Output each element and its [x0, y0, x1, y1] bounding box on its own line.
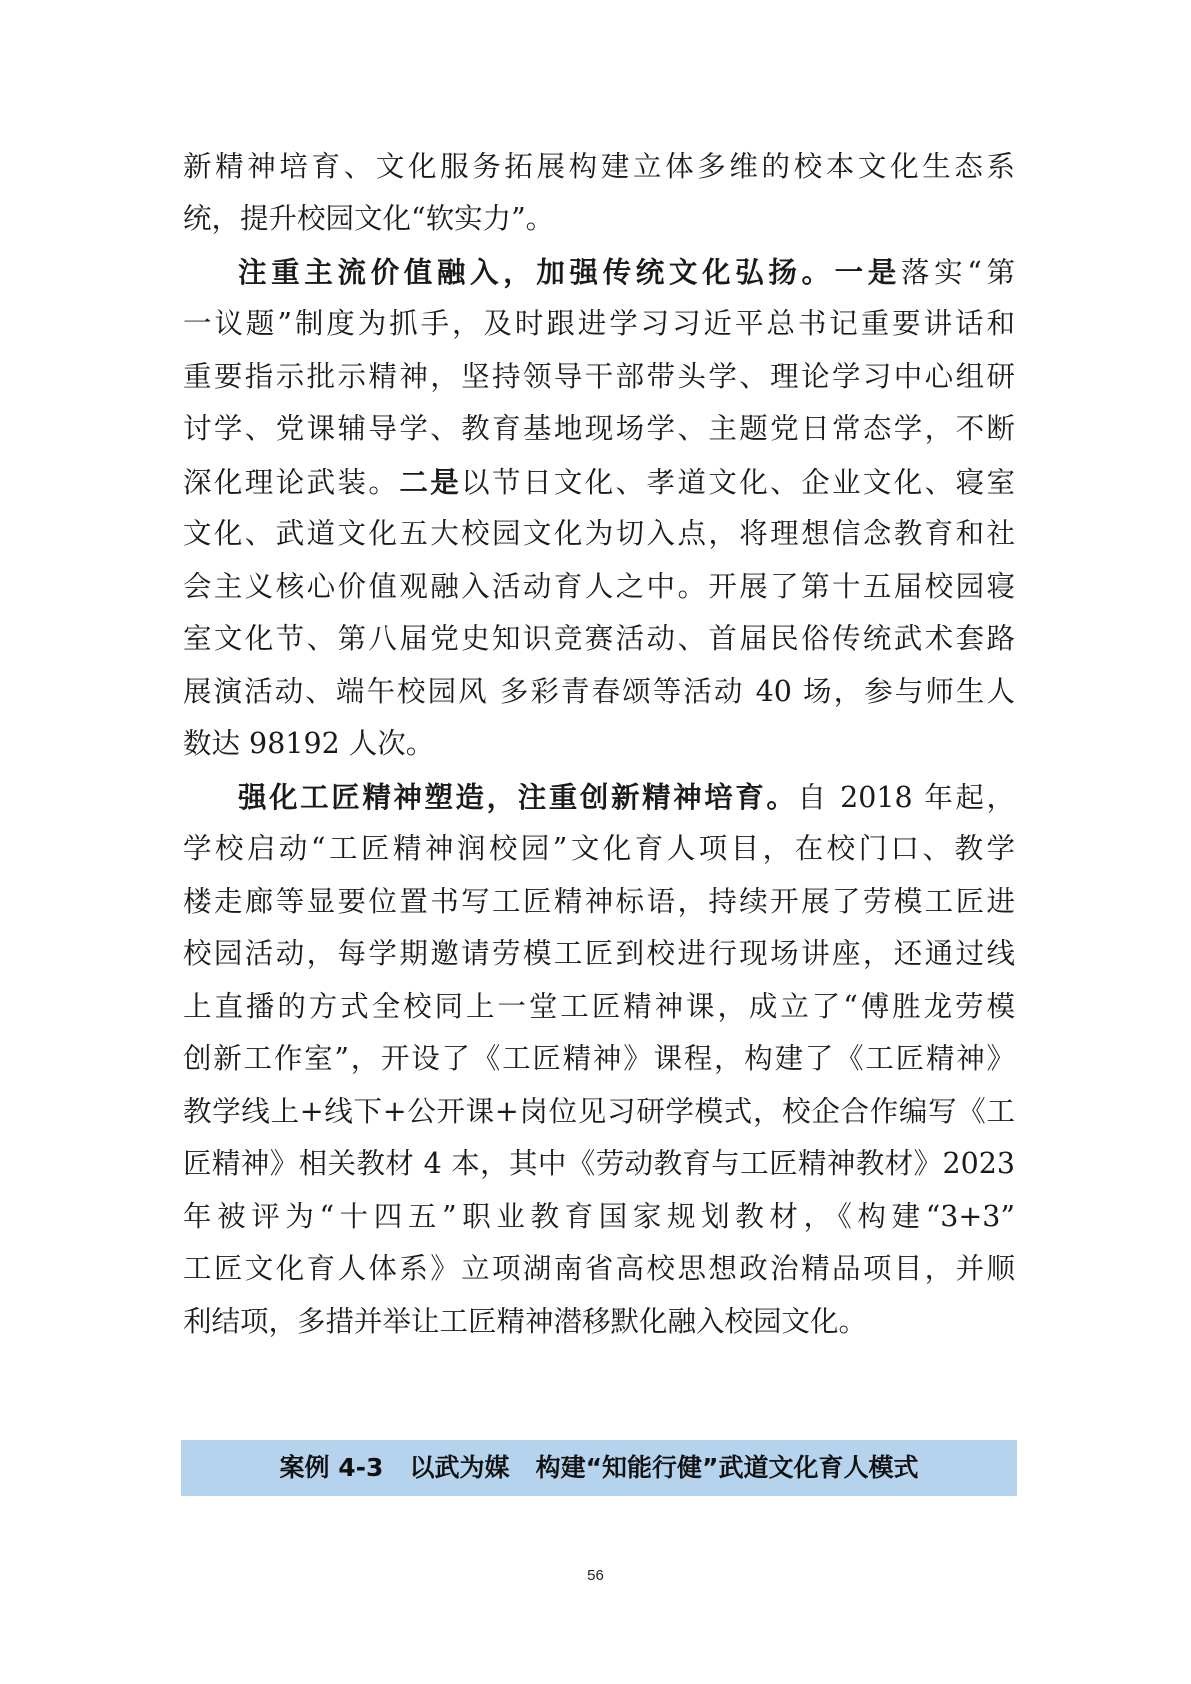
paragraph-line: 统，提升校园文化“软实力”。 — [183, 202, 555, 235]
paragraph-line: 讨学、党课辅导学、教育基地现场学、主题党日常态学，不断 — [183, 412, 1015, 445]
paragraph-line: 文化、武道文化五大校园文化为切入点，将理想信念教育和社 — [183, 517, 1015, 550]
paragraph-line: 利结项，多措并举让工匠精神潜移默化融入校园文化。 — [183, 1305, 868, 1338]
paragraph-heading: 注重主流价值融入，加强传统文化弘扬。 — [238, 255, 835, 289]
paragraph-line: 重要指示批示精神，坚持领导干部带头学、理论学习中心组研 — [183, 360, 1015, 393]
paragraph-line: 会主义核心价值观融入活动育人之中。开展了第十五届校园寝 — [183, 570, 1015, 603]
paragraph-line: 楼走廊等显要位置书写工匠精神标语，持续开展了劳模工匠进 — [183, 885, 1015, 918]
paragraph-line: 强化工匠精神塑造，注重创新精神培育。自 2018 年起， — [238, 780, 1015, 814]
page-number: 56 — [587, 1567, 604, 1584]
paragraph-line: 教学线上+线下+公开课+岗位见习研学模式，校企合作编写《工 — [183, 1095, 1015, 1128]
enumeration-marker: 一是 — [834, 255, 901, 289]
paragraph-line: 年被评为“十四五”职业教育国家规划教材，《构建“3+3” — [183, 1200, 1015, 1233]
case-title-box — [181, 1440, 1017, 1496]
paragraph-line: 匠精神》相关教材 4 本，其中《劳动教育与工匠精神教材》2023 — [183, 1147, 1015, 1180]
paragraph-line: 展演活动、端午校园风 多彩青春颂等活动 40 场，参与师生人 — [183, 675, 1015, 708]
paragraph-line: 上直播的方式全校同上一堂工匠精神课，成立了“傅胜龙劳模 — [183, 990, 1015, 1023]
paragraph-line: 创新工作室”，开设了《工匠精神》课程，构建了《工匠精神》 — [183, 1042, 1015, 1075]
paragraph-line: 一议题”制度为抓手，及时跟进学习习近平总书记重要讲话和 — [183, 307, 1015, 340]
paragraph-line: 注重主流价值融入，加强传统文化弘扬。一是落实“第 — [238, 255, 1015, 289]
paragraph-heading: 强化工匠精神塑造，注重创新精神培育。 — [238, 780, 798, 814]
paragraph-line: 新精神培育、文化服务拓展构建立体多维的校本文化生态系 — [183, 150, 1015, 183]
paragraph-line: 数达 98192 人次。 — [183, 727, 435, 760]
enumeration-marker: 二是 — [399, 465, 462, 499]
case-title: 案例 4-3 以武为媒 构建“知能行健”武道文化育人模式 — [279, 1453, 919, 1482]
paragraph-line: 校园活动，每学期邀请劳模工匠到校进行现场讲座，还通过线 — [183, 937, 1015, 970]
paragraph-line: 学校启动“工匠精神润校园”文化育人项目，在校门口、教学 — [183, 832, 1015, 865]
paragraph-line: 深化理论武装。二是以节日文化、孝道文化、企业文化、寝室 — [183, 465, 1015, 499]
paragraph-line: 室文化节、第八届党史知识竞赛活动、首届民俗传统武术套路 — [183, 622, 1015, 655]
paragraph-line: 工匠文化育人体系》立项湖南省高校思想政治精品项目，并顺 — [183, 1252, 1015, 1285]
